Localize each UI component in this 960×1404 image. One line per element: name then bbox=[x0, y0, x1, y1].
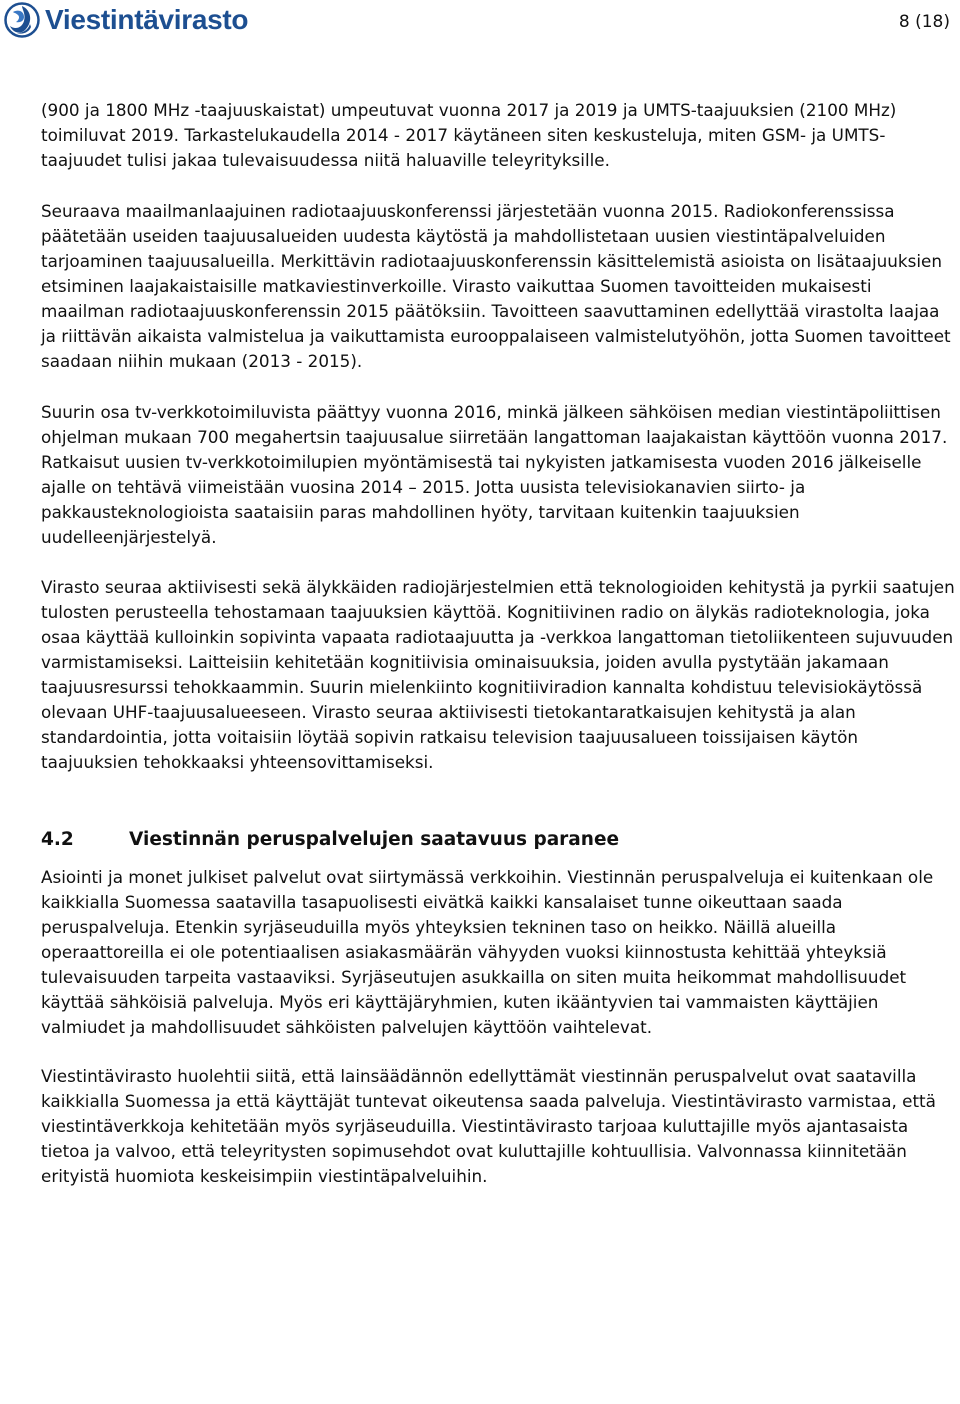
body-paragraph: Suurin osa tv-verkkotoimiluvista päättyy vuonna 2016, minkä jälkeen sähköisen median viestintäpoliittisen ohjelman mukaan 700 megahertsin taajuusalue siirretään langattoman laajakaistan käyttöön vuonna 2017. Ratkaisut uusien tv-verkkotoimilupien myöntämisestä tai nykyisten jatkamisesta vuoden 2016 jälkeiselle ajalle on tehtävä viimeistään vuosina 2014 – 2015. Jotta uusista televisiokanavien siirto- ja pakkausteknologioista saataisiin paras mahdollinen hyöty, tarvitaan kuitenkin taajuuksien uudelleenjärjestelyä. bbox=[41, 402, 948, 547]
body-paragraph: Virasto seuraa aktiivisesti sekä älykkäiden radiojärjestelmien että teknologioiden kehitystä ja pyrkii saatujen tulosten perusteella tehostamaan taajuuksien käyttöä. Kognitiivinen radio on älykäs radioteknologia, joka osaa käyttää kulloinkin sopivinta vapaata radiotaajuutta ja -verkkoa langattoman tietoliikenteen sujuvuuden varmistamiseksi. Laitteisiin kehitetään kognitiivisia ominaisuuksia, joiden avulla pystytään jakamaan taajuusresurssi tehokkaammin. Suurin mielenkiinto kognitiiviradion kannalta kohdistuu televisiokäytössä olevaan UHF-taajuusalueeseen. Virasto seuraa aktiivisesti tietokantaratkaisujen kehitystä ja alan standardointia, jotta voitaisiin löytää sopivin ratkaisu television taajuusalueen toissijaisen käytön taajuuksien tehokkaaksi yhteensovittamiseksi. bbox=[41, 577, 955, 772]
body-paragraph: Seuraava maailmanlaajuinen radiotaajuuskonferenssi järjestetään vuonna 2015. Radiokonferenssissa päätetään useiden taajuusalueiden uudesta käytöstä ja mahdollistetaan uusien viestintäpalveluiden tarjoaminen taajuusalueilla. Merkittävin radiotaajuuskonferenssin käsittelemistä asioista on lisätaajuuksien etsiminen laajakaistaisille matkaviestinverkoille. Virasto vaikuttaa Suomen tavoitteiden mukaisesti maailman radiotaajuuskonferenssin 2015 päätöksiin. Tavoitteen saavuttaminen edellyttää virastolta laajaa ja riittävän aikaista valmistelua ja vaikuttamista eurooppalaiseen valmistelutyöhön, jotta Suomen tavoitteet saadaan niihin mukaan (2013 - 2015). bbox=[41, 201, 951, 371]
section-heading bbox=[41, 827, 955, 853]
body-paragraph: (900 ja 1800 MHz -taajuuskaistat) umpeutuvat vuonna 2017 ja 2019 ja UMTS-taajuuksien (2100 MHz) toimiluvat 2019. Tarkastelukaudella 2014 - 2017 käytäneen siten keskusteluja, miten GSM- ja UMTS-taajuudet tulisi jakaa tulevaisuudessa niitä haluaville teleyrityksille. bbox=[41, 100, 897, 170]
page-number: 8 (18) bbox=[898, 12, 950, 32]
section-paragraph: Asiointi ja monet julkiset palvelut ovat siirtymässä verkkoihin. Viestinnän peruspalveluja ei kuitenkaan ole kaikkialla Suomessa saatavilla tasapuolisesti eivätkä kaikki kansalaiset tunne oikeuttaan saada peruspalveluja. Etenkin syrjäseuduilla myös yhteyksien tekninen taso on heikko. Näillä alueilla operaattoreilla ei ole potentiaalisen asiakasmäärän vähyyden vuoksi kiinnostusta kehittää yhteyksiä tulevaisuuden tarpeita vastaaviksi. Syrjäseutujen asukkailla on siten muita heikommat mahdollisuudet käyttää sähköisiä palveluja. Myös eri käyttäjäryhmien, kuten ikääntyvien tai vammaisten käyttäjien valmiudet ja mahdollisuudet sähköisten palvelujen käyttöön vaihtelevat. bbox=[41, 867, 934, 1037]
agency-name: Viestintävirasto bbox=[45, 4, 249, 35]
agency-logo bbox=[4, 2, 248, 38]
page-header bbox=[0, 0, 960, 48]
document-body bbox=[41, 98, 955, 1189]
viestintavirasto-swirl-logo-icon bbox=[4, 2, 40, 38]
section-title: Viestinnän peruspalvelujen saatavuus paranee bbox=[129, 829, 620, 850]
section-number: 4.2 bbox=[41, 829, 74, 850]
section-paragraph: Viestintävirasto huolehtii siitä, että lainsäädännön edellyttämät viestinnän peruspalvelut ovat saatavilla kaikkialla Suomessa ja että käyttäjät tuntevat oikeutensa saada palveluja. Viestintävirasto varmistaa, että viestintäverkkoja kehitetään myös syrjäseuduilla. Viestintävirasto tarjoaa kuluttajille myös ajantasaista tietoa ja valvoo, että teleyritysten sopimusehdot ovat kuluttajille kohtuullisia. Valvonnassa kiinnitetään erityistä huomiota keskeisimpiin viestintäpalveluihin. bbox=[41, 1066, 936, 1186]
